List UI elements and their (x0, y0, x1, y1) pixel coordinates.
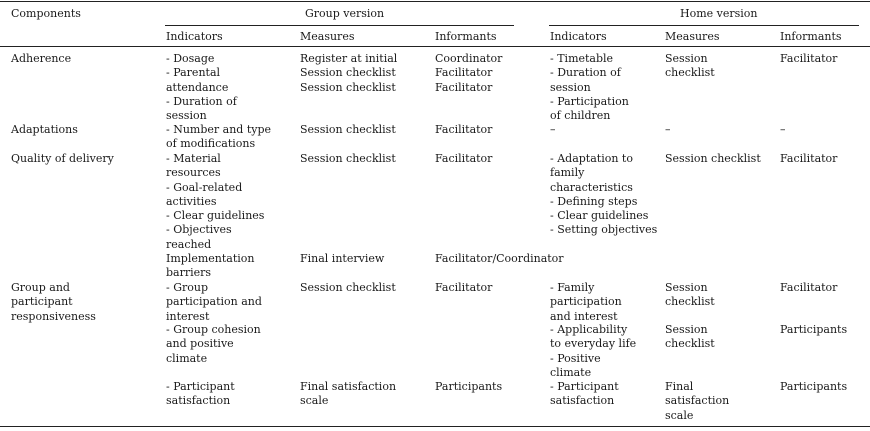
quality-home-measures: Session checklist (665, 152, 761, 165)
responsiveness-group-measures: Session checklist (300, 281, 396, 294)
cohesion-home-measures: Session checklist (665, 323, 715, 351)
adherence-home-measures: Session checklist (665, 52, 715, 80)
responsiveness-home-measures: Session checklist (665, 281, 715, 309)
home-version-underline (549, 25, 859, 26)
satisfaction-home-measures: Final satisfaction scale (665, 380, 730, 422)
satisfaction-home-indicators: - Participant satisfaction (550, 380, 619, 408)
quality-home-informants: Facilitator (780, 152, 838, 165)
group-version-underline (165, 25, 514, 26)
responsiveness-home-indicators: - Family participation and interest (550, 281, 622, 323)
adherence-home-informants: Facilitator (780, 52, 838, 65)
col-home-informants: Informants (780, 30, 842, 43)
quality-group-measures: Session checklist (300, 152, 396, 165)
col-group-measures: Measures (300, 30, 355, 43)
quality-home-indicators: - Adaptation to family characteristics - Defining steps - Clear guidelines - Setting objectives (550, 152, 658, 237)
responsiveness-component: Group and participant responsiveness (11, 281, 96, 323)
adherence-group-measures: Register at initial Session checklist Session checklist (300, 52, 398, 94)
responsiveness-group-informants: Facilitator (435, 281, 493, 294)
adaptations-group-indicators: - Number and type of modifications (166, 123, 272, 151)
cohesion-home-indicators: - Applicability to everyday life - Positive climate (550, 323, 637, 379)
adaptations-group-informants: Facilitator (435, 123, 493, 136)
bottom-rule (0, 426, 870, 427)
col-group-informants: Informants (435, 30, 497, 43)
cohesion-group-indicators: - Group cohesion and positive climate (166, 323, 261, 365)
adherence-group-informants: Coordinator Facilitator Facilitator (435, 52, 503, 94)
adaptations-home-informants: – (780, 123, 786, 136)
adaptations-group-measures: Session checklist (300, 123, 396, 136)
responsiveness-home-informants: Facilitator (780, 281, 838, 294)
quality-group-informants: Facilitator (435, 152, 493, 165)
col-home-measures: Measures (665, 30, 720, 43)
responsiveness-group-indicators: - Group participation and interest (166, 281, 262, 323)
adherence-group-indicators: - Dosage - Parental attendance - Duration of session (166, 52, 237, 123)
satisfaction-home-informants: Participants (780, 380, 848, 393)
top-rule (0, 1, 870, 2)
adaptations-component: Adaptations (11, 123, 78, 136)
quality-component: Quality of delivery (11, 152, 114, 165)
satisfaction-group-measures: Final satisfaction scale (300, 380, 397, 408)
adaptations-home-measures: – (665, 123, 671, 136)
barriers-group-indicators: Implementation barriers (166, 252, 255, 280)
col-group-indicators: Indicators (166, 30, 223, 43)
barriers-group-informants: Facilitator/Coordinator (435, 252, 564, 265)
header-home-version: Home version (680, 7, 758, 20)
adaptations-home-indicators: – (550, 123, 556, 136)
header-bottom-rule (0, 46, 870, 47)
satisfaction-group-informants: Participants (435, 380, 503, 393)
cohesion-home-informants: Participants (780, 323, 848, 336)
header-components: Components (11, 7, 81, 20)
col-home-indicators: Indicators (550, 30, 607, 43)
adherence-home-indicators: - Timetable - Duration of session - Participation of children (550, 52, 629, 123)
satisfaction-group-indicators: - Participant satisfaction (166, 380, 235, 408)
quality-group-indicators: - Material resources - Goal-related activities - Clear guidelines - Objectives reached (166, 152, 265, 251)
header-group-version: Group version (305, 7, 385, 20)
adherence-component: Adherence (11, 52, 72, 65)
barriers-group-measures: Final interview (300, 252, 385, 265)
